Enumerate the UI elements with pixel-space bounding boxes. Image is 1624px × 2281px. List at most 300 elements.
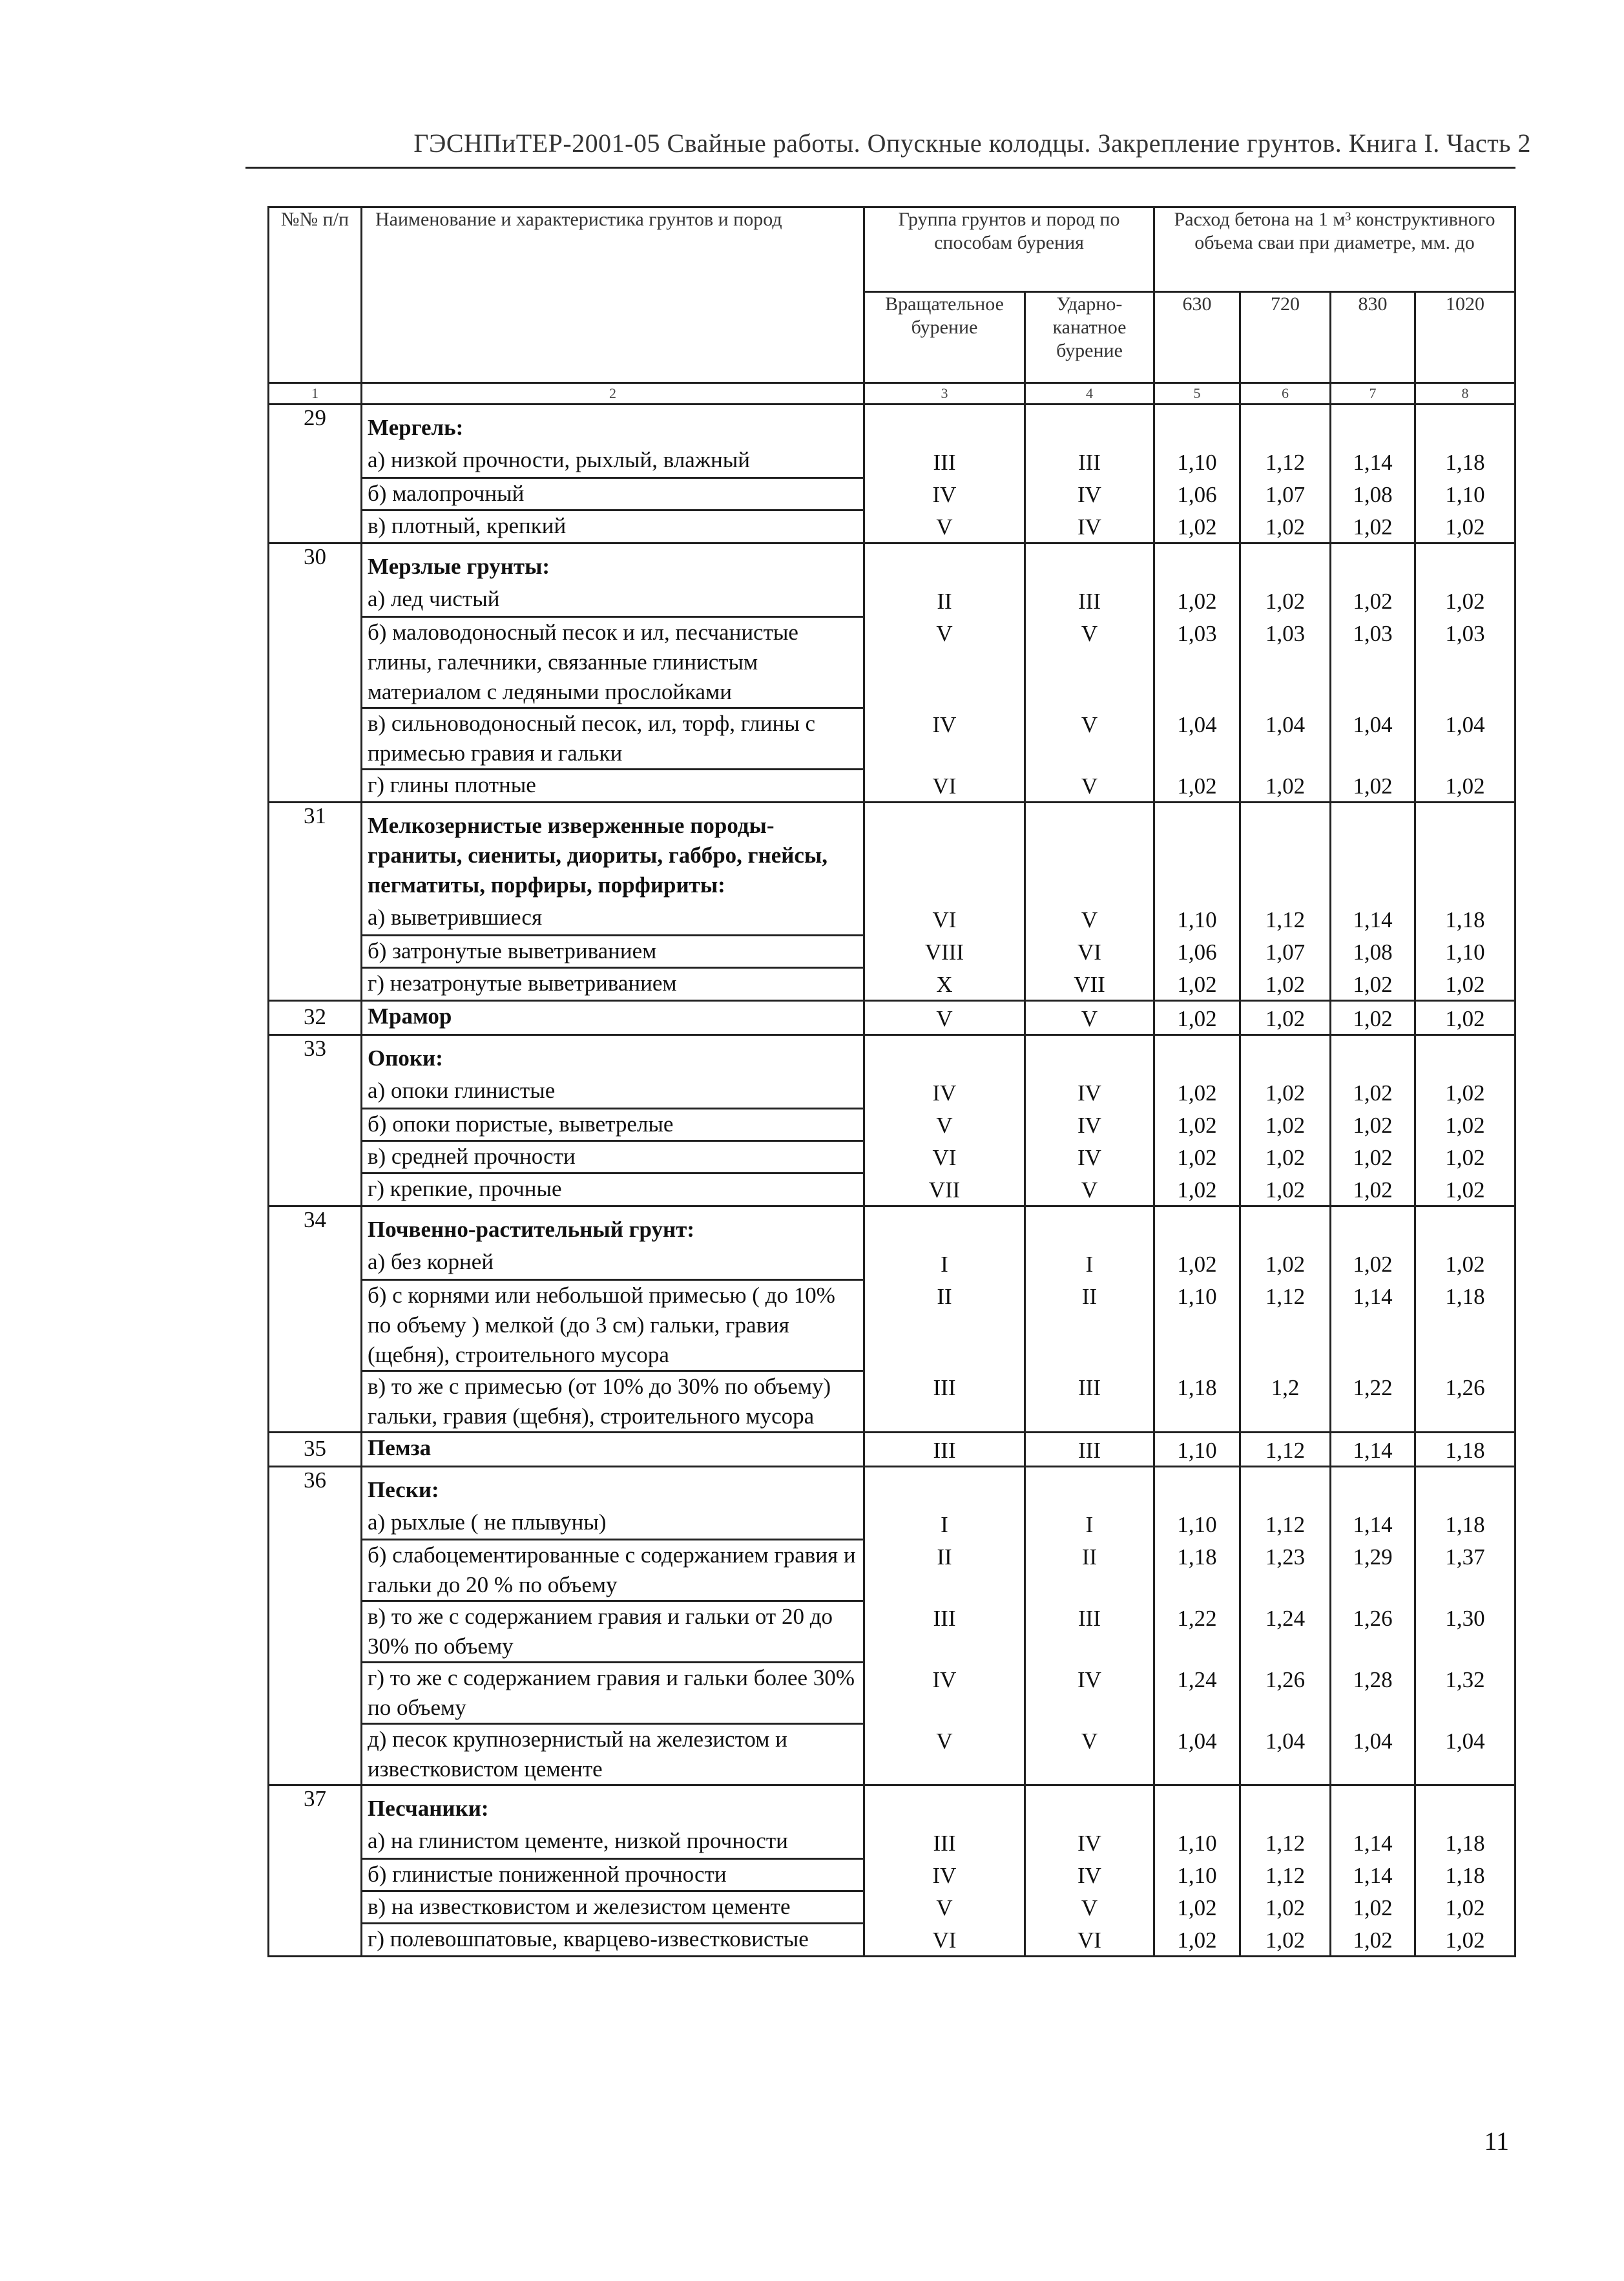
row-value: V bbox=[864, 1001, 1025, 1035]
row-value: VII bbox=[864, 1173, 1025, 1206]
row-number: 29 bbox=[269, 405, 362, 543]
row-value: 1,02 bbox=[1331, 1891, 1415, 1923]
row-name: а) опоки глинистые bbox=[362, 1076, 864, 1108]
empty-cell bbox=[1415, 543, 1515, 585]
row-value: 1,10 bbox=[1154, 1432, 1240, 1466]
row-value: IV bbox=[864, 1076, 1025, 1108]
row-value: 1,07 bbox=[1240, 478, 1331, 510]
row-value: 1,02 bbox=[1154, 1140, 1240, 1173]
group-title-row bbox=[269, 1785, 1515, 1827]
row-value: 1,10 bbox=[1154, 903, 1240, 935]
empty-cell bbox=[1154, 1466, 1240, 1508]
row-value: 1,02 bbox=[1331, 1140, 1415, 1173]
header-consumption: Расход бетона на 1 м³ конструктивного объема сваи при диаметре, мм. до bbox=[1154, 207, 1515, 292]
row-value: 1,02 bbox=[1415, 1140, 1515, 1173]
row-value: 1,22 bbox=[1154, 1601, 1240, 1663]
empty-cell bbox=[1154, 543, 1240, 585]
row-value: 1,18 bbox=[1415, 1826, 1515, 1858]
row-value: 1,02 bbox=[1154, 584, 1240, 616]
row-value: V bbox=[1025, 1891, 1154, 1923]
row-value: 1,02 bbox=[1331, 967, 1415, 1001]
row-value: III bbox=[1025, 1432, 1154, 1466]
table-row bbox=[269, 445, 1515, 478]
table-row bbox=[269, 1279, 1515, 1371]
row-value: 1,02 bbox=[1331, 1001, 1415, 1035]
row-value: 1,02 bbox=[1331, 769, 1415, 803]
empty-cell bbox=[1415, 1206, 1515, 1248]
row-value: 1,06 bbox=[1154, 935, 1240, 967]
row-value: 1,2 bbox=[1240, 1371, 1331, 1432]
column-number: 6 bbox=[1240, 383, 1331, 405]
row-number: 36 bbox=[269, 1466, 362, 1785]
row-value: 1,02 bbox=[1154, 1891, 1240, 1923]
row-value: I bbox=[864, 1508, 1025, 1540]
empty-cell bbox=[1025, 803, 1154, 903]
header-group: Группа грунтов и пород по способам бурения bbox=[864, 207, 1154, 292]
row-value: 1,02 bbox=[1154, 967, 1240, 1001]
row-value: IV bbox=[864, 1663, 1025, 1724]
row-value: IV bbox=[1025, 1076, 1154, 1108]
row-value: 1,18 bbox=[1154, 1371, 1240, 1432]
row-value: VI bbox=[1025, 1923, 1154, 1957]
row-value: II bbox=[864, 584, 1025, 616]
row-value: IV bbox=[1025, 1663, 1154, 1724]
empty-cell bbox=[1331, 1785, 1415, 1827]
header-d2: 720 bbox=[1240, 292, 1331, 383]
row-value: 1,12 bbox=[1240, 445, 1331, 478]
table-row bbox=[269, 967, 1515, 1001]
group-title: Мерзлые грунты: bbox=[362, 543, 864, 585]
row-value: 1,18 bbox=[1415, 1279, 1515, 1371]
group-title-row bbox=[269, 405, 1515, 446]
column-number: 1 bbox=[269, 383, 362, 405]
table-row bbox=[269, 1173, 1515, 1206]
row-value: 1,24 bbox=[1154, 1663, 1240, 1724]
row-value: 1,02 bbox=[1331, 510, 1415, 543]
table-row bbox=[269, 1508, 1515, 1540]
table-row bbox=[269, 584, 1515, 616]
row-name: а) выветрившиеся bbox=[362, 903, 864, 935]
row-value: IV bbox=[864, 708, 1025, 769]
empty-cell bbox=[1154, 1785, 1240, 1827]
row-value: VI bbox=[864, 1140, 1025, 1173]
row-value: 1,14 bbox=[1331, 1858, 1415, 1891]
row-value: II bbox=[1025, 1279, 1154, 1371]
empty-cell bbox=[1240, 405, 1331, 446]
table-row bbox=[269, 1923, 1515, 1957]
empty-cell bbox=[1331, 405, 1415, 446]
empty-cell bbox=[864, 1466, 1025, 1508]
group-title-row bbox=[269, 1035, 1515, 1077]
row-name: б) маловодоносный песок и ил, песчанистые глины, галечники, связанные глинистым материалом с ледяными прослойками bbox=[362, 616, 864, 708]
row-value: 1,12 bbox=[1240, 1508, 1331, 1540]
row-value: IV bbox=[864, 478, 1025, 510]
row-value: 1,02 bbox=[1154, 510, 1240, 543]
row-value: 1,14 bbox=[1331, 903, 1415, 935]
row-value: II bbox=[864, 1279, 1025, 1371]
empty-cell bbox=[1331, 543, 1415, 585]
column-number: 7 bbox=[1331, 383, 1415, 405]
empty-cell bbox=[1331, 1206, 1415, 1248]
row-value: V bbox=[1025, 1001, 1154, 1035]
row-value: VI bbox=[864, 903, 1025, 935]
row-name: Мрамор bbox=[362, 1001, 864, 1035]
table-row bbox=[269, 1601, 1515, 1663]
row-value: 1,02 bbox=[1154, 1173, 1240, 1206]
row-value: 1,02 bbox=[1415, 1247, 1515, 1279]
row-value: VI bbox=[864, 1923, 1025, 1957]
row-value: 1,14 bbox=[1331, 1432, 1415, 1466]
row-value: 1,02 bbox=[1415, 1923, 1515, 1957]
row-value: 1,12 bbox=[1240, 903, 1331, 935]
row-value: 1,02 bbox=[1154, 1247, 1240, 1279]
empty-cell bbox=[1154, 803, 1240, 903]
empty-cell bbox=[1025, 1206, 1154, 1248]
header-rotary: Вращательное бурение bbox=[864, 292, 1025, 383]
row-value: 1,18 bbox=[1415, 445, 1515, 478]
group-title-row bbox=[269, 803, 1515, 903]
row-name: в) то же с содержанием гравия и гальки от 20 до 30% по объему bbox=[362, 1601, 864, 1663]
row-value: III bbox=[864, 1371, 1025, 1432]
row-value: III bbox=[864, 1826, 1025, 1858]
row-value: 1,03 bbox=[1154, 616, 1240, 708]
empty-cell bbox=[1025, 405, 1154, 446]
empty-cell bbox=[1240, 1466, 1331, 1508]
group-title: Почвенно-растительный грунт: bbox=[362, 1206, 864, 1248]
column-number: 4 bbox=[1025, 383, 1154, 405]
row-value: 1,23 bbox=[1240, 1540, 1331, 1601]
row-value: 1,18 bbox=[1154, 1540, 1240, 1601]
row-name: г) незатронутые выветриванием bbox=[362, 967, 864, 1001]
row-value: III bbox=[1025, 1601, 1154, 1663]
row-name: а) рыхлые ( не плывуны) bbox=[362, 1508, 864, 1540]
empty-cell bbox=[1025, 1466, 1154, 1508]
soil-table bbox=[267, 206, 1516, 1957]
row-value: 1,12 bbox=[1240, 1279, 1331, 1371]
row-value: 1,12 bbox=[1240, 1432, 1331, 1466]
row-value: 1,04 bbox=[1154, 708, 1240, 769]
row-value: 1,02 bbox=[1154, 1108, 1240, 1140]
row-name: г) то же с содержанием гравия и гальки более 30% по объему bbox=[362, 1663, 864, 1724]
empty-cell bbox=[864, 1206, 1025, 1248]
group-title-row bbox=[269, 1466, 1515, 1508]
row-value: 1,26 bbox=[1331, 1601, 1415, 1663]
row-value: 1,02 bbox=[1415, 1173, 1515, 1206]
row-value: 1,28 bbox=[1331, 1663, 1415, 1724]
table-row bbox=[269, 1432, 1515, 1466]
row-name: в) сильноводоносный песок, ил, торф, глины с примесью гравия и гальки bbox=[362, 708, 864, 769]
row-value: 1,02 bbox=[1154, 1001, 1240, 1035]
row-value: 1,02 bbox=[1415, 1108, 1515, 1140]
table-row bbox=[269, 1108, 1515, 1140]
row-value: 1,37 bbox=[1415, 1540, 1515, 1601]
row-name: г) крепкие, прочные bbox=[362, 1173, 864, 1206]
row-name: г) глины плотные bbox=[362, 769, 864, 803]
group-title: Пески: bbox=[362, 1466, 864, 1508]
empty-cell bbox=[864, 803, 1025, 903]
row-value: 1,22 bbox=[1331, 1371, 1415, 1432]
row-value: 1,02 bbox=[1415, 1001, 1515, 1035]
row-name: а) низкой прочности, рыхлый, влажный bbox=[362, 445, 864, 478]
row-value: 1,04 bbox=[1240, 708, 1331, 769]
row-name: б) с корнями или небольшой примесью ( до 10% по объему ) мелкой (до 3 см) гальки, гравия (щебня), строительного мусора bbox=[362, 1279, 864, 1371]
row-value: 1,02 bbox=[1415, 769, 1515, 803]
table-row bbox=[269, 1663, 1515, 1724]
row-value: IV bbox=[1025, 1140, 1154, 1173]
row-value: 1,08 bbox=[1331, 478, 1415, 510]
table-body bbox=[269, 405, 1515, 1957]
group-title-row bbox=[269, 1206, 1515, 1248]
row-value: V bbox=[1025, 616, 1154, 708]
row-value: IV bbox=[864, 1858, 1025, 1891]
group-title: Мелкозернистые изверженные породы-граниты, сиениты, диориты, габбро, гнейсы, пегматиты, порфиры, порфириты: bbox=[362, 803, 864, 903]
empty-cell bbox=[1331, 1466, 1415, 1508]
row-number: 32 bbox=[269, 1001, 362, 1035]
table-row bbox=[269, 1247, 1515, 1279]
row-value: VI bbox=[1025, 935, 1154, 967]
row-value: 1,02 bbox=[1240, 1140, 1331, 1173]
row-name: д) песок крупнозернистый на железистом и известковистом цементе bbox=[362, 1724, 864, 1785]
row-value: 1,02 bbox=[1331, 1247, 1415, 1279]
row-value: V bbox=[1025, 769, 1154, 803]
row-value: V bbox=[864, 510, 1025, 543]
row-name: в) средней прочности bbox=[362, 1140, 864, 1173]
row-value: 1,10 bbox=[1154, 1279, 1240, 1371]
row-value: 1,02 bbox=[1331, 584, 1415, 616]
row-value: V bbox=[864, 616, 1025, 708]
row-value: 1,02 bbox=[1240, 1923, 1331, 1957]
row-value: 1,02 bbox=[1415, 510, 1515, 543]
row-value: 1,02 bbox=[1415, 1076, 1515, 1108]
header-num: №№ п/п bbox=[269, 207, 362, 383]
empty-cell bbox=[1331, 1035, 1415, 1077]
row-value: 1,02 bbox=[1240, 1891, 1331, 1923]
row-value: 1,02 bbox=[1331, 1076, 1415, 1108]
row-name: в) на известковистом и железистом цементе bbox=[362, 1891, 864, 1923]
row-value: 1,06 bbox=[1154, 478, 1240, 510]
row-value: 1,14 bbox=[1331, 1826, 1415, 1858]
row-value: 1,04 bbox=[1415, 1724, 1515, 1785]
empty-cell bbox=[864, 543, 1025, 585]
table-row bbox=[269, 935, 1515, 967]
row-value: V bbox=[1025, 708, 1154, 769]
row-value: 1,32 bbox=[1415, 1663, 1515, 1724]
row-value: III bbox=[864, 1432, 1025, 1466]
empty-cell bbox=[1240, 1785, 1331, 1827]
row-number: 37 bbox=[269, 1785, 362, 1957]
empty-cell bbox=[1415, 1035, 1515, 1077]
empty-cell bbox=[1415, 1466, 1515, 1508]
row-value: 1,02 bbox=[1154, 1076, 1240, 1108]
row-name: в) то же с примесью (от 10% до 30% по объему) гальки, гравия (щебня), строительного мусора bbox=[362, 1371, 864, 1432]
group-title: Песчаники: bbox=[362, 1785, 864, 1827]
row-name: а) без корней bbox=[362, 1247, 864, 1279]
row-value: 1,02 bbox=[1331, 1173, 1415, 1206]
row-value: VIII bbox=[864, 935, 1025, 967]
row-value: 1,08 bbox=[1331, 935, 1415, 967]
row-value: 1,29 bbox=[1331, 1540, 1415, 1601]
row-value: 1,10 bbox=[1154, 445, 1240, 478]
running-header: ГЭСНПиТЕР-2001-05 Свайные работы. Опускные колодцы. Закрепление грунтов. Книга I. Часть 2 bbox=[413, 129, 1531, 158]
row-value: IV bbox=[1025, 478, 1154, 510]
row-value: IV bbox=[1025, 1826, 1154, 1858]
empty-cell bbox=[1240, 1035, 1331, 1077]
row-number: 33 bbox=[269, 1035, 362, 1206]
table-row bbox=[269, 1891, 1515, 1923]
row-value: 1,18 bbox=[1415, 1858, 1515, 1891]
row-name: а) лед чистый bbox=[362, 584, 864, 616]
row-value: 1,02 bbox=[1240, 584, 1331, 616]
row-value: 1,26 bbox=[1415, 1371, 1515, 1432]
row-value: 1,02 bbox=[1415, 584, 1515, 616]
row-value: 1,02 bbox=[1154, 769, 1240, 803]
row-value: 1,02 bbox=[1240, 1247, 1331, 1279]
column-number: 3 bbox=[864, 383, 1025, 405]
row-value: VII bbox=[1025, 967, 1154, 1001]
empty-cell bbox=[1415, 1785, 1515, 1827]
row-value: V bbox=[864, 1891, 1025, 1923]
empty-cell bbox=[1025, 543, 1154, 585]
row-value: I bbox=[864, 1247, 1025, 1279]
row-value: 1,07 bbox=[1240, 935, 1331, 967]
table-row bbox=[269, 1001, 1515, 1035]
row-name: б) слабоцементированные с содержанием гравия и гальки до 20 % по объему bbox=[362, 1540, 864, 1601]
table-row bbox=[269, 616, 1515, 708]
row-value: II bbox=[1025, 1540, 1154, 1601]
table-row bbox=[269, 903, 1515, 935]
row-value: 1,10 bbox=[1154, 1826, 1240, 1858]
row-number: 31 bbox=[269, 803, 362, 1001]
empty-cell bbox=[1154, 405, 1240, 446]
column-number: 2 bbox=[362, 383, 864, 405]
column-number: 8 bbox=[1415, 383, 1515, 405]
row-number: 35 bbox=[269, 1432, 362, 1466]
page-number: 11 bbox=[1484, 2127, 1509, 2156]
row-value: IV bbox=[1025, 510, 1154, 543]
row-value: 1,30 bbox=[1415, 1601, 1515, 1663]
empty-cell bbox=[1240, 803, 1331, 903]
row-value: VI bbox=[864, 769, 1025, 803]
group-title: Мергель: bbox=[362, 405, 864, 446]
row-value: 1,02 bbox=[1154, 1923, 1240, 1957]
row-value: III bbox=[1025, 445, 1154, 478]
row-value: V bbox=[1025, 1724, 1154, 1785]
row-value: III bbox=[864, 445, 1025, 478]
row-value: I bbox=[1025, 1247, 1154, 1279]
row-value: V bbox=[1025, 1173, 1154, 1206]
row-number: 30 bbox=[269, 543, 362, 803]
empty-cell bbox=[1025, 1785, 1154, 1827]
header-name: Наименование и характеристика грунтов и пород bbox=[362, 207, 864, 383]
empty-cell bbox=[1025, 1035, 1154, 1077]
row-name: б) глинистые пониженной прочности bbox=[362, 1858, 864, 1891]
row-value: II bbox=[864, 1540, 1025, 1601]
table-row bbox=[269, 1540, 1515, 1601]
table-row bbox=[269, 769, 1515, 803]
row-value: 1,02 bbox=[1240, 510, 1331, 543]
column-number: 5 bbox=[1154, 383, 1240, 405]
row-value: III bbox=[1025, 584, 1154, 616]
row-value: 1,02 bbox=[1240, 1108, 1331, 1140]
row-value: 1,04 bbox=[1240, 1724, 1331, 1785]
row-value: 1,14 bbox=[1331, 1508, 1415, 1540]
header-d4: 1020 bbox=[1415, 292, 1515, 383]
row-value: X bbox=[864, 967, 1025, 1001]
row-value: 1,04 bbox=[1154, 1724, 1240, 1785]
row-value: 1,18 bbox=[1415, 1432, 1515, 1466]
empty-cell bbox=[1154, 1206, 1240, 1248]
row-value: IV bbox=[1025, 1858, 1154, 1891]
row-value: 1,03 bbox=[1415, 616, 1515, 708]
row-value: III bbox=[1025, 1371, 1154, 1432]
table-row bbox=[269, 1140, 1515, 1173]
empty-cell bbox=[1240, 1206, 1331, 1248]
row-name: б) затронутые выветриванием bbox=[362, 935, 864, 967]
header-rule bbox=[245, 167, 1515, 169]
row-value: 1,04 bbox=[1331, 708, 1415, 769]
row-name: в) плотный, крепкий bbox=[362, 510, 864, 543]
row-value: 1,02 bbox=[1415, 1891, 1515, 1923]
table-row bbox=[269, 1076, 1515, 1108]
row-value: IV bbox=[1025, 1108, 1154, 1140]
row-value: 1,10 bbox=[1154, 1508, 1240, 1540]
row-value: 1,18 bbox=[1415, 1508, 1515, 1540]
row-value: 1,12 bbox=[1240, 1858, 1331, 1891]
row-value: 1,02 bbox=[1331, 1923, 1415, 1957]
table-row bbox=[269, 1858, 1515, 1891]
row-value: III bbox=[864, 1601, 1025, 1663]
row-value: 1,14 bbox=[1331, 1279, 1415, 1371]
row-value: 1,02 bbox=[1240, 1076, 1331, 1108]
row-value: V bbox=[864, 1108, 1025, 1140]
row-value: 1,03 bbox=[1331, 616, 1415, 708]
row-name: б) опоки пористые, выветрелые bbox=[362, 1108, 864, 1140]
header-d3: 830 bbox=[1331, 292, 1415, 383]
row-value: 1,18 bbox=[1415, 903, 1515, 935]
table-row bbox=[269, 1826, 1515, 1858]
row-value: I bbox=[1025, 1508, 1154, 1540]
row-value: 1,02 bbox=[1240, 769, 1331, 803]
empty-cell bbox=[1415, 405, 1515, 446]
empty-cell bbox=[1240, 543, 1331, 585]
empty-cell bbox=[1331, 803, 1415, 903]
header-d1: 630 bbox=[1154, 292, 1240, 383]
row-value: 1,04 bbox=[1331, 1724, 1415, 1785]
row-name: Пемза bbox=[362, 1432, 864, 1466]
row-value: 1,02 bbox=[1415, 967, 1515, 1001]
row-value: 1,03 bbox=[1240, 616, 1331, 708]
row-value: V bbox=[1025, 903, 1154, 935]
header-percussion: Ударно-канатное бурение bbox=[1025, 292, 1154, 383]
table-row bbox=[269, 1724, 1515, 1785]
table-row bbox=[269, 478, 1515, 510]
row-name: а) на глинистом цементе, низкой прочности bbox=[362, 1826, 864, 1858]
row-value: 1,26 bbox=[1240, 1663, 1331, 1724]
table-row bbox=[269, 1371, 1515, 1432]
row-value: 1,12 bbox=[1240, 1826, 1331, 1858]
row-value: 1,24 bbox=[1240, 1601, 1331, 1663]
row-value: 1,02 bbox=[1240, 967, 1331, 1001]
row-value: V bbox=[864, 1724, 1025, 1785]
empty-cell bbox=[864, 1035, 1025, 1077]
empty-cell bbox=[1415, 803, 1515, 903]
empty-cell bbox=[864, 1785, 1025, 1827]
empty-cell bbox=[864, 405, 1025, 446]
row-value: 1,02 bbox=[1240, 1001, 1331, 1035]
row-name: б) малопрочный bbox=[362, 478, 864, 510]
row-value: 1,02 bbox=[1331, 1108, 1415, 1140]
table-row bbox=[269, 708, 1515, 769]
